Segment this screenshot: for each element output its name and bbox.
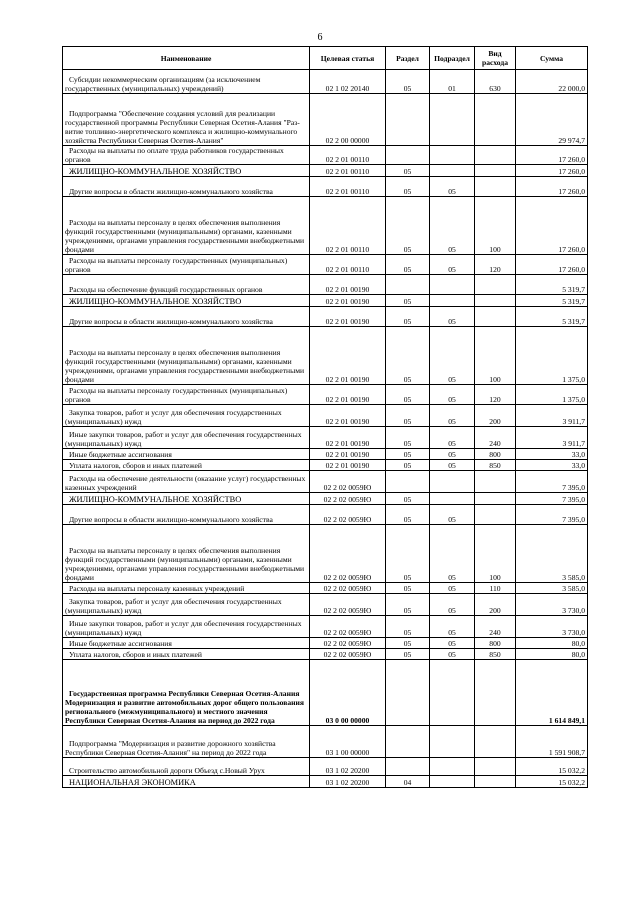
- row-expense-type: [475, 94, 516, 146]
- table-row: [63, 726, 588, 758]
- table-row: [63, 525, 588, 583]
- row-expense-type: [475, 660, 516, 726]
- row-sum: 3 585,0: [516, 583, 588, 594]
- row-name: Другие вопросы в области жилищно-коммунального хозяйства: [63, 307, 310, 327]
- row-subsection: [430, 471, 475, 493]
- row-section: 04: [386, 776, 430, 788]
- row-name: Государственная программа Республики Северная Осетия-Алания Модернизация и развитие автомобильных дорог общего пользования регионального (межмуниципального) и местного значения Республики Северная Осетия-Алания на период до 2022 года: [63, 660, 310, 726]
- row-expense-type: [475, 726, 516, 758]
- row-subsection: [430, 776, 475, 788]
- table-row: [63, 385, 588, 405]
- row-sum: 7 395,0: [516, 471, 588, 493]
- row-sum: 1 375,0: [516, 385, 588, 405]
- row-target-code: 02 2 02 0059Ю: [310, 594, 386, 616]
- table-row: [63, 405, 588, 427]
- row-section: [386, 275, 430, 295]
- row-name: Другие вопросы в области жилищно-коммунального хозяйства: [63, 505, 310, 525]
- table-row: [63, 427, 588, 449]
- row-target-code: 02 2 01 00110: [310, 165, 386, 177]
- row-expense-type: 630: [475, 70, 516, 94]
- budget-table: [62, 46, 588, 788]
- row-section: 05: [386, 327, 430, 385]
- row-target-code: 02 2 01 00190: [310, 275, 386, 295]
- row-section: 05: [386, 255, 430, 275]
- row-sum: 29 974,7: [516, 94, 588, 146]
- table-row: [63, 327, 588, 385]
- row-sum: 22 000,0: [516, 70, 588, 94]
- row-target-code: 02 2 01 00190: [310, 385, 386, 405]
- row-name: Расходы на выплаты персоналу в целях обеспечения выполнения функций государственными (муниципальными) органами, казенными учреждениями, органами управления государственными внебюджетными фондами: [63, 327, 310, 385]
- row-target-code: 03 0 00 00000: [310, 660, 386, 726]
- header-target: Целевая статья: [310, 47, 386, 70]
- row-name: Расходы на выплаты персоналу государственных (муниципальных) органов: [63, 255, 310, 275]
- row-subsection: [430, 726, 475, 758]
- row-name: Расходы на выплаты персоналу в целях обеспечения выполнения функций государственными (муниципальными) органами, казенными учреждениями, органами управления государственными внебюджетными фондами: [63, 525, 310, 583]
- row-expense-type: 200: [475, 405, 516, 427]
- table-row: [63, 94, 588, 146]
- row-subsection: [430, 660, 475, 726]
- row-expense-type: [475, 758, 516, 776]
- table-row: [63, 146, 588, 165]
- row-subsection: 05: [430, 583, 475, 594]
- row-subsection: [430, 94, 475, 146]
- row-subsection: 05: [430, 638, 475, 649]
- row-name: Закупка товаров, работ и услуг для обеспечения государственных (муниципальных) нужд: [63, 594, 310, 616]
- row-section: 05: [386, 525, 430, 583]
- row-expense-type: 800: [475, 449, 516, 460]
- row-section: 05: [386, 616, 430, 638]
- header-section: Раздел: [386, 47, 430, 70]
- row-section: 05: [386, 385, 430, 405]
- table-row: [63, 275, 588, 295]
- header-subsection: Подраздел: [430, 47, 475, 70]
- table-row: [63, 295, 588, 307]
- row-name: ЖИЛИЩНО-КОММУНАЛЬНОЕ ХОЗЯЙСТВО: [63, 165, 310, 177]
- row-target-code: 02 2 01 00190: [310, 405, 386, 427]
- row-target-code: 02 2 01 00110: [310, 255, 386, 275]
- row-sum: 17 260,0: [516, 165, 588, 177]
- table-row: [63, 638, 588, 649]
- table-row: [63, 758, 588, 776]
- row-name: Иные бюджетные ассигнования: [63, 638, 310, 649]
- table-row: [63, 660, 588, 726]
- row-expense-type: [475, 471, 516, 493]
- row-sum: 7 395,0: [516, 493, 588, 505]
- row-expense-type: 120: [475, 385, 516, 405]
- row-name: Иные закупки товаров, работ и услуг для обеспечения государственных (муниципальных) нужд: [63, 616, 310, 638]
- header-expense-type: Вид расхода: [475, 47, 516, 70]
- row-section: 05: [386, 70, 430, 94]
- row-subsection: 05: [430, 649, 475, 660]
- row-target-code: 03 1 02 20200: [310, 758, 386, 776]
- row-expense-type: [475, 307, 516, 327]
- table-row: [63, 505, 588, 525]
- table-row: [63, 307, 588, 327]
- row-target-code: 02 2 02 0059Ю: [310, 525, 386, 583]
- row-sum: 15 032,2: [516, 776, 588, 788]
- row-subsection: 05: [430, 177, 475, 197]
- row-expense-type: [475, 505, 516, 525]
- row-section: [386, 146, 430, 165]
- row-name: Расходы на обеспечение функций государственных органов: [63, 275, 310, 295]
- row-expense-type: 850: [475, 649, 516, 660]
- row-expense-type: [475, 177, 516, 197]
- row-subsection: 05: [430, 197, 475, 255]
- row-expense-type: 120: [475, 255, 516, 275]
- row-target-code: 03 1 02 20200: [310, 776, 386, 788]
- row-name: Расходы на выплаты персоналу в целях обеспечения выполнения функций государственными (муниципальными) органами, казенными учреждениями, органами управления государственными внебюджетными фондами: [63, 197, 310, 255]
- row-subsection: 05: [430, 255, 475, 275]
- row-subsection: 05: [430, 449, 475, 460]
- row-target-code: 02 2 02 0059Ю: [310, 505, 386, 525]
- row-name: Иные закупки товаров, работ и услуг для обеспечения государственных (муниципальных) нужд: [63, 427, 310, 449]
- row-expense-type: 800: [475, 638, 516, 649]
- row-sum: 5 319,7: [516, 295, 588, 307]
- row-section: 05: [386, 177, 430, 197]
- row-sum: 15 032,2: [516, 758, 588, 776]
- row-subsection: 05: [430, 616, 475, 638]
- row-name: Другие вопросы в области жилищно-коммунального хозяйства: [63, 177, 310, 197]
- row-subsection: 05: [430, 427, 475, 449]
- row-target-code: 02 2 02 0059Ю: [310, 471, 386, 493]
- row-subsection: [430, 493, 475, 505]
- row-subsection: 05: [430, 525, 475, 583]
- row-section: 05: [386, 165, 430, 177]
- row-sum: 1 591 908,7: [516, 726, 588, 758]
- row-name: Закупка товаров, работ и услуг для обеспечения государственных (муниципальных) нужд: [63, 405, 310, 427]
- row-expense-type: 850: [475, 460, 516, 471]
- row-target-code: 02 2 01 00110: [310, 146, 386, 165]
- row-expense-type: [475, 146, 516, 165]
- row-expense-type: [475, 493, 516, 505]
- row-section: 05: [386, 427, 430, 449]
- row-name: Расходы на обеспечение деятельности (оказание услуг) государственных казенных учреждений: [63, 471, 310, 493]
- table-row: [63, 177, 588, 197]
- table-row: [63, 165, 588, 177]
- row-section: 05: [386, 405, 430, 427]
- row-sum: 17 260,0: [516, 255, 588, 275]
- row-name: Расходы на выплаты по оплате труда работников государственных органов: [63, 146, 310, 165]
- row-sum: 33,0: [516, 449, 588, 460]
- row-sum: 5 319,7: [516, 307, 588, 327]
- row-expense-type: 240: [475, 616, 516, 638]
- row-name: Иные бюджетные ассигнования: [63, 449, 310, 460]
- table-body: [63, 70, 588, 788]
- row-section: 05: [386, 649, 430, 660]
- row-target-code: 02 2 01 00190: [310, 460, 386, 471]
- row-target-code: 02 2 01 00190: [310, 327, 386, 385]
- row-name: Строительство автомобильной дороги Объезд с.Новый Урух: [63, 758, 310, 776]
- row-section: 05: [386, 583, 430, 594]
- row-sum: 1 375,0: [516, 327, 588, 385]
- row-sum: 3 911,7: [516, 427, 588, 449]
- row-subsection: 05: [430, 505, 475, 525]
- row-subsection: 05: [430, 385, 475, 405]
- row-section: 05: [386, 460, 430, 471]
- row-section: [386, 660, 430, 726]
- row-section: [386, 726, 430, 758]
- row-subsection: 05: [430, 405, 475, 427]
- row-target-code: 02 2 01 00190: [310, 307, 386, 327]
- table-row: [63, 255, 588, 275]
- row-section: 05: [386, 638, 430, 649]
- row-sum: 17 260,0: [516, 146, 588, 165]
- row-expense-type: 110: [475, 583, 516, 594]
- table-header-row: [63, 47, 588, 70]
- table-row: [63, 460, 588, 471]
- row-sum: 80,0: [516, 638, 588, 649]
- row-expense-type: 200: [475, 594, 516, 616]
- row-sum: 17 260,0: [516, 197, 588, 255]
- row-section: [386, 94, 430, 146]
- row-expense-type: 100: [475, 197, 516, 255]
- row-section: 05: [386, 505, 430, 525]
- row-target-code: 02 2 02 0059Ю: [310, 638, 386, 649]
- row-section: [386, 758, 430, 776]
- row-name: ЖИЛИЩНО-КОММУНАЛЬНОЕ ХОЗЯЙСТВО: [63, 295, 310, 307]
- row-target-code: 02 1 02 20140: [310, 70, 386, 94]
- row-section: 05: [386, 594, 430, 616]
- row-subsection: [430, 758, 475, 776]
- row-target-code: 03 1 00 00000: [310, 726, 386, 758]
- header-sum: Сумма: [516, 47, 588, 70]
- row-expense-type: [475, 165, 516, 177]
- row-name: Расходы на выплаты персоналу казенных учреждений: [63, 583, 310, 594]
- row-sum: 3 585,0: [516, 525, 588, 583]
- table-row: [63, 616, 588, 638]
- row-expense-type: [475, 295, 516, 307]
- row-name: Расходы на выплаты персоналу государственных (муниципальных) органов: [63, 385, 310, 405]
- row-target-code: 02 2 02 0059Ю: [310, 493, 386, 505]
- table-row: [63, 583, 588, 594]
- row-section: 05: [386, 449, 430, 460]
- row-subsection: [430, 275, 475, 295]
- row-subsection: 05: [430, 307, 475, 327]
- table-row: [63, 776, 588, 788]
- row-sum: 1 614 849,1: [516, 660, 588, 726]
- table-row: [63, 471, 588, 493]
- row-sum: 7 395,0: [516, 505, 588, 525]
- row-section: 05: [386, 295, 430, 307]
- row-target-code: 02 2 02 0059Ю: [310, 616, 386, 638]
- row-sum: 3 730,0: [516, 594, 588, 616]
- table-row: [63, 649, 588, 660]
- row-name: Уплата налогов, сборов и иных платежей: [63, 460, 310, 471]
- row-target-code: 02 2 01 00190: [310, 427, 386, 449]
- row-section: [386, 471, 430, 493]
- row-subsection: [430, 295, 475, 307]
- table-row: [63, 493, 588, 505]
- row-subsection: 05: [430, 460, 475, 471]
- row-name: Подпрограмма "Обеспечение создания условий для реализации государственной программы Республики Северная Осетия-Алания "Раз-витие топливно-энергетического комплекса и жилищно-коммунального хозяйства Республики Северная Осетия-Алания": [63, 94, 310, 146]
- header-name: Наименование: [63, 47, 310, 70]
- row-target-code: 02 2 02 0059Ю: [310, 649, 386, 660]
- row-subsection: 05: [430, 594, 475, 616]
- row-target-code: 02 2 02 0059Ю: [310, 583, 386, 594]
- page-number: 6: [317, 32, 323, 43]
- row-name: Уплата налогов, сборов и иных платежей: [63, 649, 310, 660]
- row-expense-type: 100: [475, 327, 516, 385]
- row-sum: 33,0: [516, 460, 588, 471]
- row-section: 05: [386, 197, 430, 255]
- row-sum: 5 319,7: [516, 275, 588, 295]
- table-row: [63, 449, 588, 460]
- table-row: [63, 594, 588, 616]
- row-expense-type: 100: [475, 525, 516, 583]
- row-section: 05: [386, 307, 430, 327]
- row-target-code: 02 2 00 00000: [310, 94, 386, 146]
- row-sum: 17 260,0: [516, 177, 588, 197]
- row-subsection: 05: [430, 327, 475, 385]
- row-target-code: 02 2 01 00110: [310, 197, 386, 255]
- row-target-code: 02 2 01 00110: [310, 177, 386, 197]
- row-target-code: 02 2 01 00190: [310, 449, 386, 460]
- row-section: 05: [386, 493, 430, 505]
- row-sum: 3 911,7: [516, 405, 588, 427]
- row-target-code: 02 2 01 00190: [310, 295, 386, 307]
- row-sum: 80,0: [516, 649, 588, 660]
- row-subsection: [430, 146, 475, 165]
- row-name: ЖИЛИЩНО-КОММУНАЛЬНОЕ ХОЗЯЙСТВО: [63, 493, 310, 505]
- row-expense-type: [475, 275, 516, 295]
- row-sum: 3 730,0: [516, 616, 588, 638]
- row-subsection: 01: [430, 70, 475, 94]
- row-expense-type: 240: [475, 427, 516, 449]
- row-expense-type: [475, 776, 516, 788]
- table-row: [63, 197, 588, 255]
- table-row: [63, 70, 588, 94]
- row-name: НАЦИОНАЛЬНАЯ ЭКОНОМИКА: [63, 776, 310, 788]
- row-name: Подпрограмма "Модернизация и развитие дорожного хозяйства Республики Северная Осетия-Алания" на период до 2022 года: [63, 726, 310, 758]
- row-subsection: [430, 165, 475, 177]
- row-name: Субсидии некоммерческим организациям (за исключением государственных (муниципальных) учреждений): [63, 70, 310, 94]
